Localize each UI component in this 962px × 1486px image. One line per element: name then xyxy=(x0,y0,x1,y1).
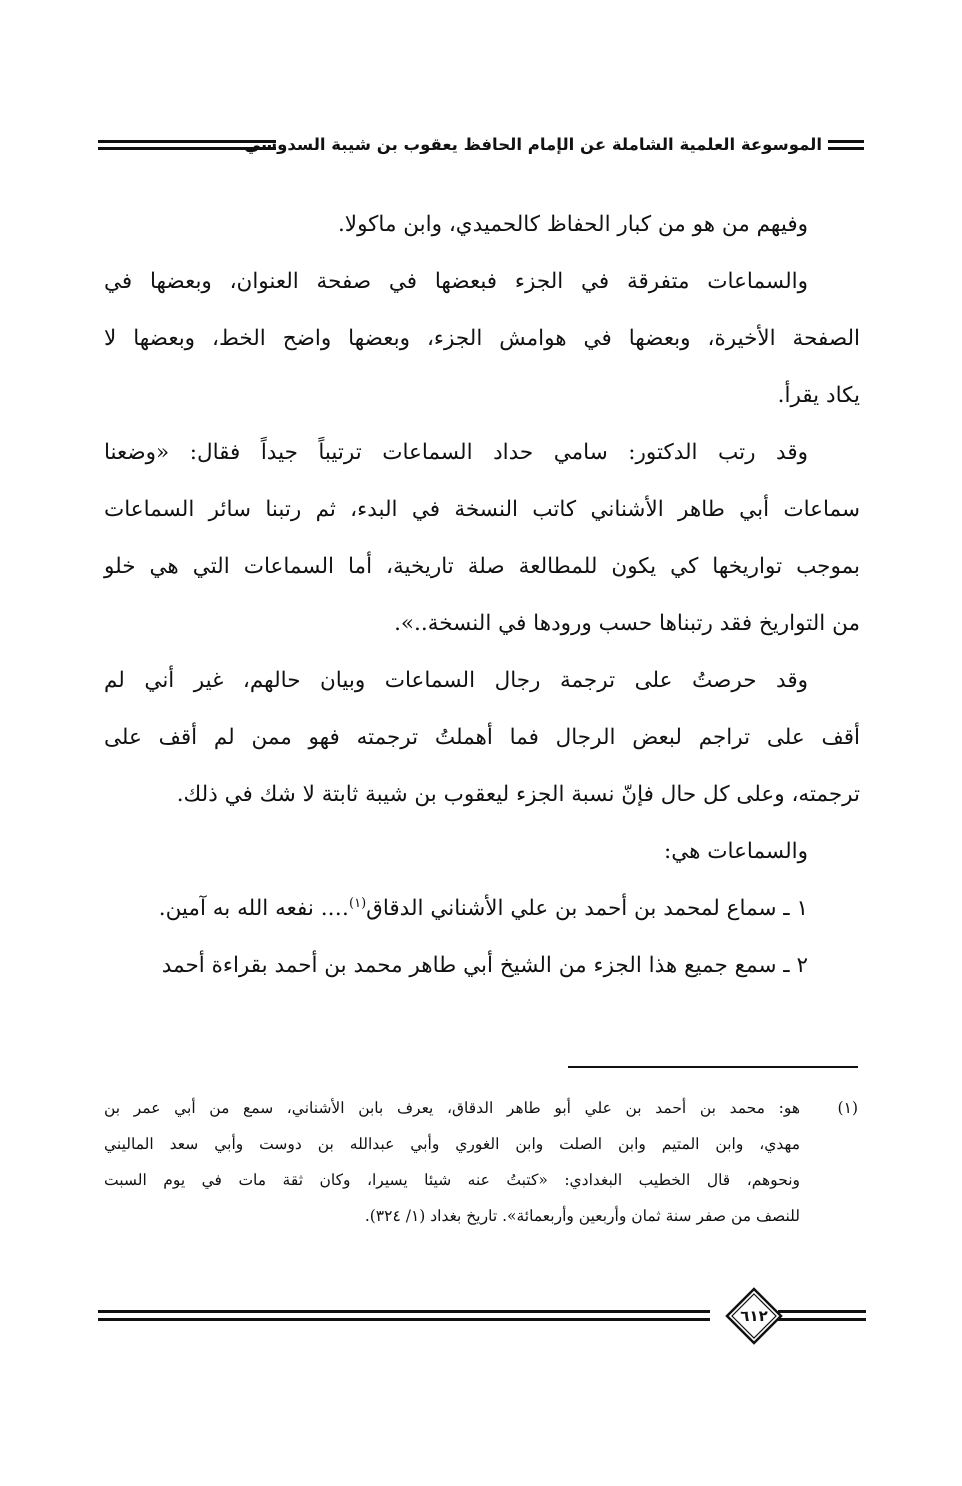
footnote-line-4: للنصف من صفر سنة ثمان وأربعين وأربعمائة». تاريخ بغداد (١/ ٣٢٤). xyxy=(364,1207,800,1225)
paragraph-4-line-1: وقد حرصتُ على ترجمة رجال السماعات وبيان حالهم، غير أني لم xyxy=(104,668,808,693)
paragraph-3-line-2: سماعات أبي طاهر الأشناني كاتب النسخة في البدء، ثم رتبنا سائر السماعات xyxy=(104,497,860,522)
list-item-1-text: ١ ـ سماع لمحمد بن أحمد بن علي الأشناني الدقاق xyxy=(366,896,808,921)
footnote-reference[interactable]: (١) xyxy=(349,895,367,911)
page-number: ٦١٢ xyxy=(740,1307,768,1325)
paragraph-3-line-3: بموجب تواريخها كي يكون للمطالعة صلة تاريخية، أما السماعات التي هي خلو xyxy=(104,554,860,579)
footnote-separator xyxy=(568,1066,858,1068)
paragraph-4 xyxy=(104,652,860,823)
paragraph-2-line-1: والسماعات متفرقة في الجزء فبعضها في صفحة العنوان، وبعضها في xyxy=(104,269,808,294)
paragraph-3-line-4: من التواريخ فقد رتبناها حسب ورودها في النسخة..». xyxy=(394,611,860,636)
paragraph-2-line-2: الصفحة الأخيرة، وبعضها في هوامش الجزء، وبعضها واضح الخط، وبعضها لا xyxy=(104,326,860,351)
running-header xyxy=(98,126,864,166)
body-text xyxy=(104,196,860,994)
footnotes xyxy=(104,1090,860,1234)
paragraph-4-line-2: أقف على تراجم لبعض الرجال فما أهملتُ ترجمته فهو ممن لم أقف على xyxy=(104,725,860,750)
paragraph-1 xyxy=(104,196,860,253)
paragraph-5-text: والسماعات هي: xyxy=(663,839,808,864)
paragraph-3 xyxy=(104,424,860,652)
footer-rule-left xyxy=(98,1310,710,1321)
footnote-line-2: مهدي، وابن المتيم وابن الصلت وابن الغوري وأبي عبدالله بن دوست وأبي سعد الماليني xyxy=(104,1135,800,1153)
footnote-line-1: هو: محمد بن أحمد بن علي أبو طاهر الدقاق، يعرف بابن الأشناني، سمع من أبي عمر بن xyxy=(104,1099,800,1117)
paragraph-2-line-3: يكاد يقرأ. xyxy=(777,383,860,408)
page-footer xyxy=(98,1282,866,1350)
footer-rule-right xyxy=(778,1310,866,1321)
paragraph-1-text: وفيهم من هو من كبار الحفاظ كالحميدي، وابن ماكولا. xyxy=(337,212,808,237)
paragraph-5 xyxy=(104,823,860,880)
list-item-2 xyxy=(104,937,860,994)
header-title: الموسوعة العلمية الشاملة عن الإمام الحافظ يعقوب بن شيبة السدوسي xyxy=(244,135,822,154)
footnote-number: (١) xyxy=(837,1099,858,1117)
page-number-badge xyxy=(724,1286,784,1346)
list-item-1 xyxy=(104,880,860,937)
header-rule-right xyxy=(828,140,864,150)
list-item-1-tail: …. نفعه الله به آمين. xyxy=(158,896,350,921)
list-item-2-text: ٢ ـ سمع جميع هذا الجزء من الشيخ أبي طاهر محمد بن أحمد بقراءة أحمد xyxy=(161,953,808,978)
paragraph-3-line-1: وقد رتب الدكتور: سامي حداد السماعات ترتيباً جيداً فقال: «وضعنا xyxy=(104,440,808,465)
paragraph-2 xyxy=(104,253,860,424)
footnote-line-3: ونحوهم، قال الخطيب البغدادي: «كتبتُ عنه شيئا يسيرا، وكان ثقة مات في يوم السبت xyxy=(104,1171,800,1189)
paragraph-4-line-3: ترجمته، وعلى كل حال فإنّ نسبة الجزء ليعقوب بن شيبة ثابتة لا شك في ذلك. xyxy=(176,782,860,807)
footnote-1 xyxy=(104,1090,860,1234)
